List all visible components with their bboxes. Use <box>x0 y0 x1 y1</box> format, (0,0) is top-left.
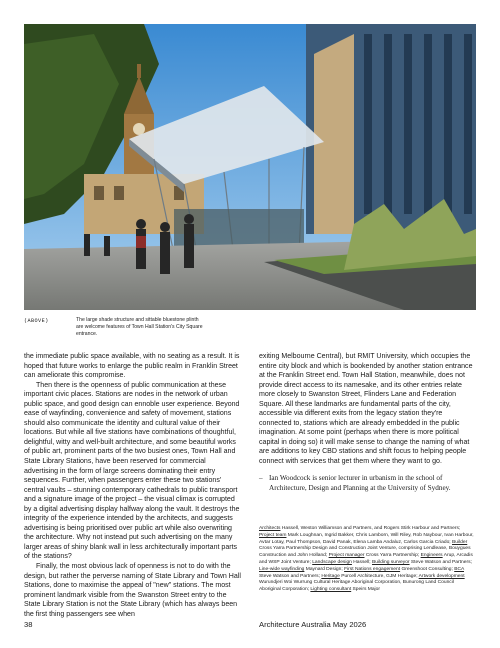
credit-text: Wurundjeri Woi Wurrung Cultural Heritage Aboriginal Corporation, Bunurong Land Council Aboriginal Corporation; <box>259 580 454 593</box>
credit-label: Project manager <box>328 553 365 559</box>
credit-text: Hassell; <box>351 559 373 565</box>
credit-text: Arup, Arcadis and WSP Joint Venture; <box>259 553 473 565</box>
publication-footer: Architecture Australia May 2026 <box>259 620 367 629</box>
credit-text: Steve Watson and Partners; <box>409 559 472 565</box>
credit-label: Lighting consultant <box>310 587 352 593</box>
credit-label: BCA <box>454 566 464 572</box>
credit-label: Line-wide wayfinding <box>259 566 305 572</box>
credit-text: Mark Loughnan, Ingrid Bakker, Chris Lamborn, Will Riley, Rob Naybour, Ivan Harbour, Avtar Lotay, Paul Thompson, David Panak, Elena Lamba Andaluz, Carlos Garcia Criado; <box>259 532 474 545</box>
credit-text: Cross Yarra Partnership; <box>364 553 421 559</box>
caption-tag: (ABOVE) <box>24 318 49 324</box>
station-photo <box>24 24 476 310</box>
author-bio <box>259 474 476 493</box>
project-credits <box>259 526 476 594</box>
credit-label: Builder <box>452 539 468 545</box>
credit-label: Heritage <box>321 573 340 579</box>
body-column-left <box>24 352 241 619</box>
credit-text: Speirs Major <box>351 587 380 593</box>
body-paragraph: Finally, the most obvious lack of openness is not to do with the design, but rather the perverse naming of State Library and Town Hall Stations, done to maximise the appeal of "new" stations. The most prominent landmark visible from the Swanston Street entry to the State Library Station is not the State Library (which has always been the first thing passengers see when <box>24 563 241 618</box>
credit-text: Hassell, Weston Williamson and Partners, and Rogers Stirk Harbour and Partners; <box>280 526 461 531</box>
bio-text: Ian Woodcock is senior lecturer in urbanism in the school of Architecture, Design and Planning at the University of Sydney. <box>269 474 451 492</box>
body-paragraph: exiting Melbourne Central), but RMIT University, which occupies the entire city block and which is bookended by another station entrance at the Franklin Street end. Town Hall Station, meanwhile, does not provide direct access to its namesake, and its other entries relate more closely to Swanston Street, Flinders Lane and Federation Square. All these landmarks are fundamental parts of the city, accessible via different exits from the legacy station they're connected to, stations which are already embedded in the public imagination. At some point (perhaps when there is more political capital in doing so) it will make sense to change the naming of what are additions to key CBD stations and shift focus to helping people connect with services that get them where they want to go. <box>259 353 473 466</box>
credit-text: Steve Watson and Partners; <box>259 573 322 579</box>
body-paragraph: Then there is the openness of public communication at these important civic places. Stations are nodes in the network of urban public space, and good design can ennoble user experience. Beyond ease of wayfinding, convenience and safety of movement, stations should also communicate the identity and cultural value of their locations. But while all five stations have combinations of thoughtful, delightful, witty and well-built architecture, and some beautiful works of public art, prominent parts of the two busiest ones, Town Hall and State Library Stations, have been reserved for commercial advertising in the form of large screens dominating their entry sequences. Further, when passengers enter these two stations' central vaults – stunning contemporary cathedrals to public transport and a signature image of the project – the visual climax is corrupted by a digital advertising display halfway along the vault. It destroys the integrity of the experience intended by the architects, and suggests advertising is being prioritised over public art while also overwriting the architecture. Why not instead put such advertising on the many larger areas of shiny blank wall in less architecturally important parts of the stations? <box>24 381 240 561</box>
credit-label: Building surveyor <box>372 559 410 565</box>
credit-text: Maynard Design; <box>304 566 345 572</box>
body-column-right <box>259 352 476 467</box>
credit-text: Greenshoot Consulting; <box>400 566 455 572</box>
credit-label: Landscape design <box>312 559 352 565</box>
credit-label: Architects <box>259 526 281 531</box>
body-paragraph: the immediate public space available, with no seating as a result. It is hoped that future works to enlarge the public realm in Franklin Street can ameliorate this compromise. <box>24 353 240 380</box>
credit-text: Cross Yarra Partnership Design and Construction Joint Venture, comprising Lendlease, Bouygues Construction and John Holland; <box>259 546 471 559</box>
credit-label: Artwork development <box>418 573 465 579</box>
photo-caption: The large shade structure and sittable bluestone plinth are welcome features of Town Hall Station's City Square entrance. <box>76 317 203 337</box>
credit-label: Engineers <box>420 553 443 559</box>
bio-dash: – <box>259 474 263 482</box>
credit-label: Project team <box>259 532 287 538</box>
credit-label: First Nations engagement <box>344 566 401 572</box>
credit-text: Purcell Architecture, GJM Heritage; <box>339 573 419 579</box>
page-number: 38 <box>24 620 33 629</box>
